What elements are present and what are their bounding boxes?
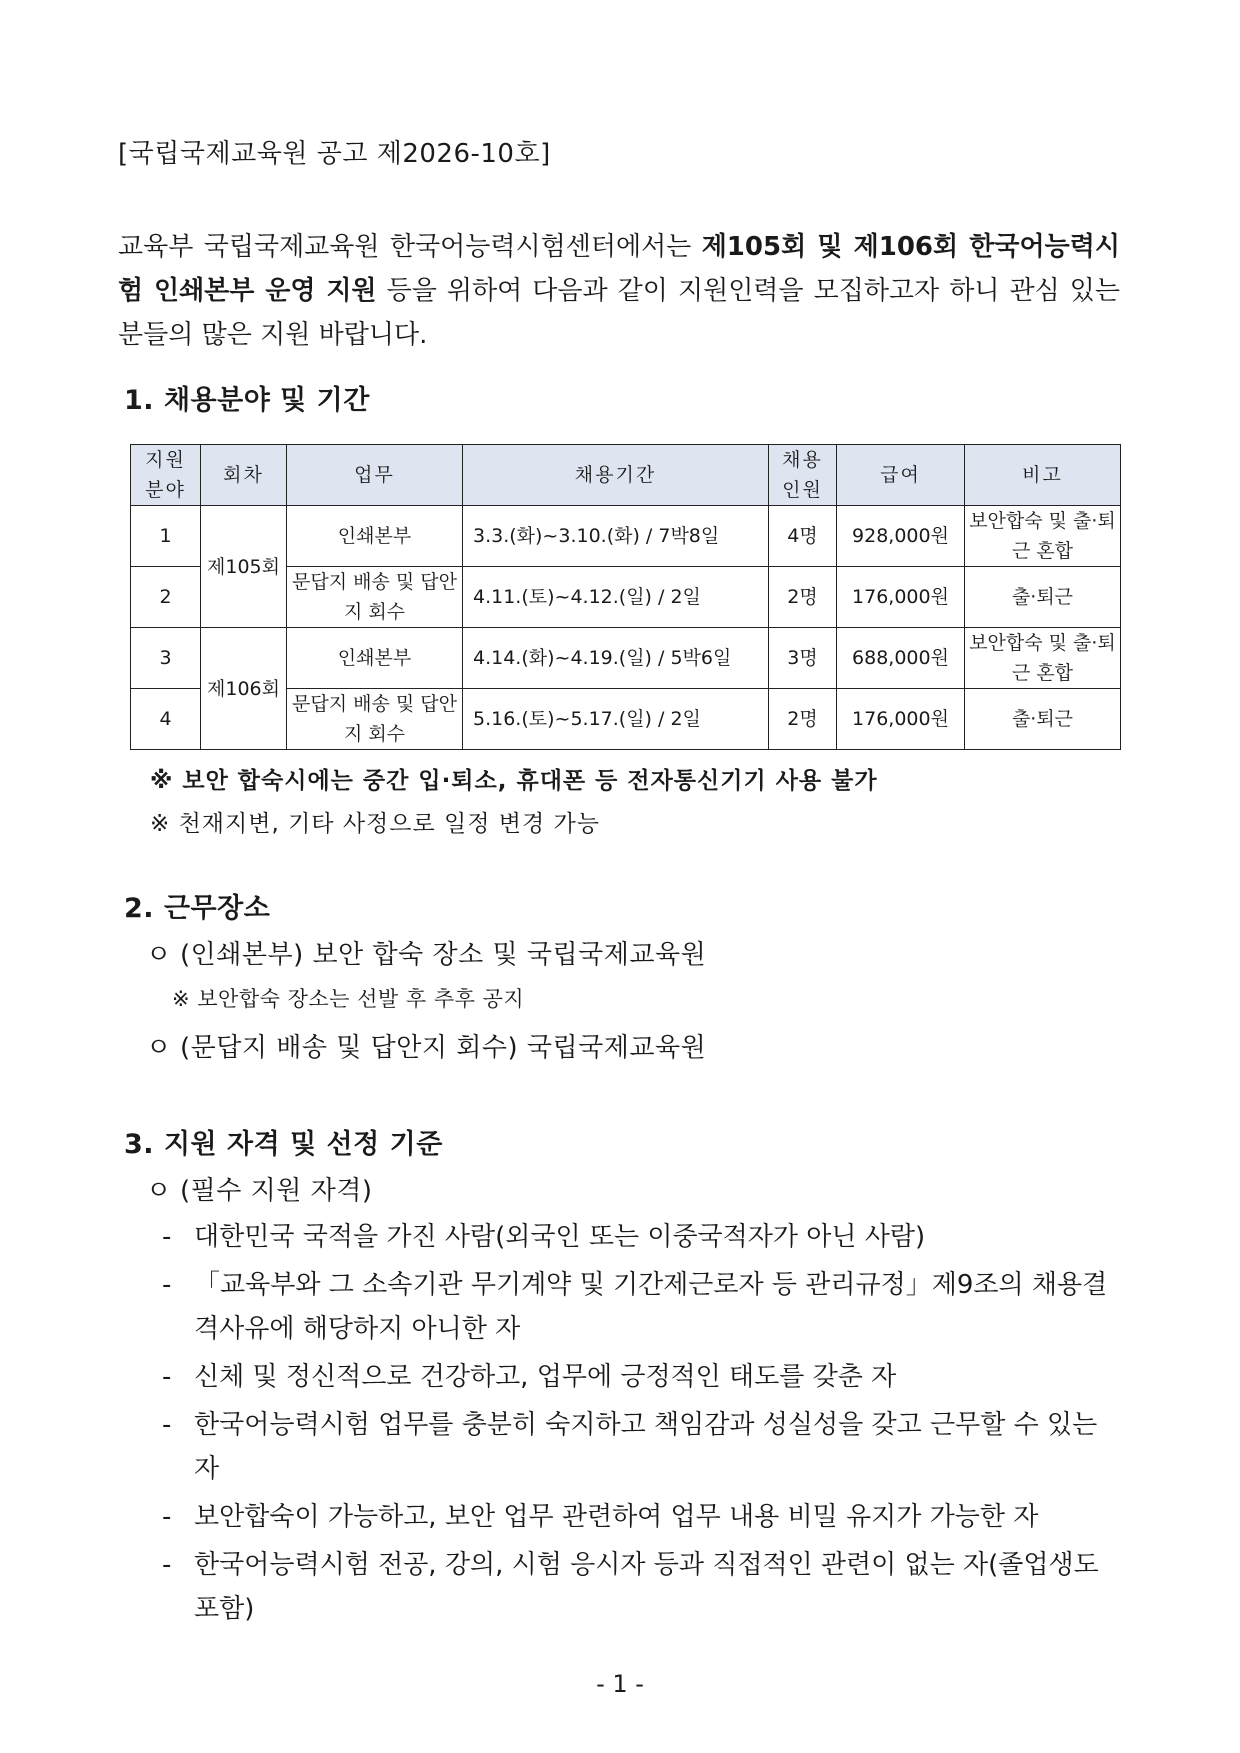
announcement-number: [국립국제교육원 공고 제2026-10호] — [118, 139, 551, 169]
cell-no: 2 — [131, 567, 201, 628]
qualification-item — [162, 1263, 1120, 1351]
header-period: 채용기간 — [463, 445, 769, 506]
cell-note: 보안합숙 및 출·퇴근 혼합 — [965, 628, 1121, 689]
cell-no: 3 — [131, 628, 201, 689]
table-row — [131, 506, 1121, 567]
header-pay: 급여 — [837, 445, 965, 506]
circle-bullet-icon: ㅇ — [146, 1033, 172, 1063]
cell-note: 보안합숙 및 출·퇴근 혼합 — [965, 506, 1121, 567]
page-number: - 1 - — [596, 1670, 644, 1698]
cell-note: 출·퇴근 — [965, 689, 1121, 750]
workplace-item-2-text: (문답지 배송 및 답안지 회수) 국립국제교육원 — [180, 1033, 707, 1063]
cell-count: 4명 — [769, 506, 837, 567]
header-field: 지원 분야 — [131, 445, 201, 506]
qualification-text: 한국어능력시험 업무를 충분히 숙지하고 책임감과 성실성을 갖고 근무할 수 있는 자 — [194, 1410, 1098, 1484]
dash-marker: - — [162, 1222, 172, 1252]
security-note: ※ 보안 합숙시에는 중간 입·퇴소, 휴대폰 등 전자통신기기 사용 불가 — [150, 768, 878, 794]
cell-pay: 928,000원 — [837, 506, 965, 567]
qualification-item — [162, 1403, 1120, 1491]
cell-note: 출·퇴근 — [965, 567, 1121, 628]
table-row — [131, 628, 1121, 689]
intro-paragraph — [118, 225, 1120, 357]
dash-marker: - — [162, 1270, 172, 1300]
cell-round: 제105회 — [201, 506, 287, 628]
table-header-row — [131, 445, 1121, 506]
cell-count: 2명 — [769, 689, 837, 750]
qualification-text: 보안합숙이 가능하고, 보안 업무 관련하여 업무 내용 비밀 유지가 가능한 자 — [194, 1502, 1039, 1532]
intro-bold-text: 제105회 및 제106회 한국어능력시험 인쇄본부 운영 지원 — [118, 232, 1120, 306]
header-note: 비고 — [965, 445, 1121, 506]
workplace-note: ※ 보안합숙 장소는 선발 후 추후 공지 — [172, 987, 525, 1011]
cell-task: 문답지 배송 및 답안지 회수 — [287, 689, 463, 750]
header-count: 채용 인원 — [769, 445, 837, 506]
cell-task: 인쇄본부 — [287, 506, 463, 567]
qualification-item — [162, 1543, 1120, 1631]
dash-marker: - — [162, 1550, 172, 1580]
cell-task: 인쇄본부 — [287, 628, 463, 689]
dash-marker: - — [162, 1410, 172, 1440]
workplace-item-1-text: (인쇄본부) 보안 합숙 장소 및 국립국제교육원 — [180, 940, 707, 970]
schedule-change-note: ※ 천재지변, 기타 사정으로 일정 변경 가능 — [150, 811, 600, 837]
cell-period: 4.11.(토)~4.12.(일) / 2일 — [463, 567, 769, 628]
section1-title: 1. 채용분야 및 기간 — [124, 385, 370, 416]
section2-title: 2. 근무장소 — [124, 893, 271, 924]
cell-count: 2명 — [769, 567, 837, 628]
cell-count: 3명 — [769, 628, 837, 689]
section3-title: 3. 지원 자격 및 선정 기준 — [124, 1129, 443, 1160]
qualification-text: 대한민국 국적을 가진 사람(외국인 또는 이중국적자가 아닌 사람) — [194, 1222, 926, 1252]
header-task: 업무 — [287, 445, 463, 506]
qualification-text: 「교육부와 그 소속기관 무기계약 및 기간제근로자 등 관리규정」제9조의 채용결격사유에 해당하지 아니한 자 — [194, 1270, 1108, 1344]
qualification-item — [162, 1355, 1120, 1399]
required-qualifications-text: (필수 지원 자격) — [180, 1176, 373, 1206]
intro-text-2: 등을 위하여 다음과 같이 지원인력을 모집하고자 하니 관심 있는 분들의 많은 지원 바랍니다. — [118, 276, 1121, 350]
workplace-item-2 — [146, 1027, 706, 1064]
qualification-item — [162, 1495, 1120, 1539]
dash-marker: - — [162, 1362, 172, 1392]
cell-pay: 176,000원 — [837, 689, 965, 750]
intro-text-1: 교육부 국립국제교육원 한국어능력시험센터에서는 — [118, 232, 702, 262]
cell-no: 1 — [131, 506, 201, 567]
qualification-item — [162, 1215, 1120, 1259]
cell-task: 문답지 배송 및 답안지 회수 — [287, 567, 463, 628]
qualification-text: 한국어능력시험 전공, 강의, 시험 응시자 등과 직접적인 관련이 없는 자(졸업생도 포함) — [194, 1550, 1099, 1624]
recruitment-table — [130, 444, 1121, 750]
cell-period: 4.14.(화)~4.19.(일) / 5박6일 — [463, 628, 769, 689]
circle-bullet-icon: ㅇ — [146, 1176, 172, 1206]
cell-no: 4 — [131, 689, 201, 750]
header-round: 회차 — [201, 445, 287, 506]
cell-period: 3.3.(화)~3.10.(화) / 7박8일 — [463, 506, 769, 567]
cell-period: 5.16.(토)~5.17.(일) / 2일 — [463, 689, 769, 750]
workplace-item-1 — [146, 934, 706, 971]
required-qualifications — [146, 1170, 373, 1207]
qualification-text: 신체 및 정신적으로 건강하고, 업무에 긍정적인 태도를 갖춘 자 — [194, 1362, 897, 1392]
cell-pay: 688,000원 — [837, 628, 965, 689]
dash-marker: - — [162, 1502, 172, 1532]
cell-round: 제106회 — [201, 628, 287, 750]
circle-bullet-icon: ㅇ — [146, 940, 172, 970]
cell-pay: 176,000원 — [837, 567, 965, 628]
